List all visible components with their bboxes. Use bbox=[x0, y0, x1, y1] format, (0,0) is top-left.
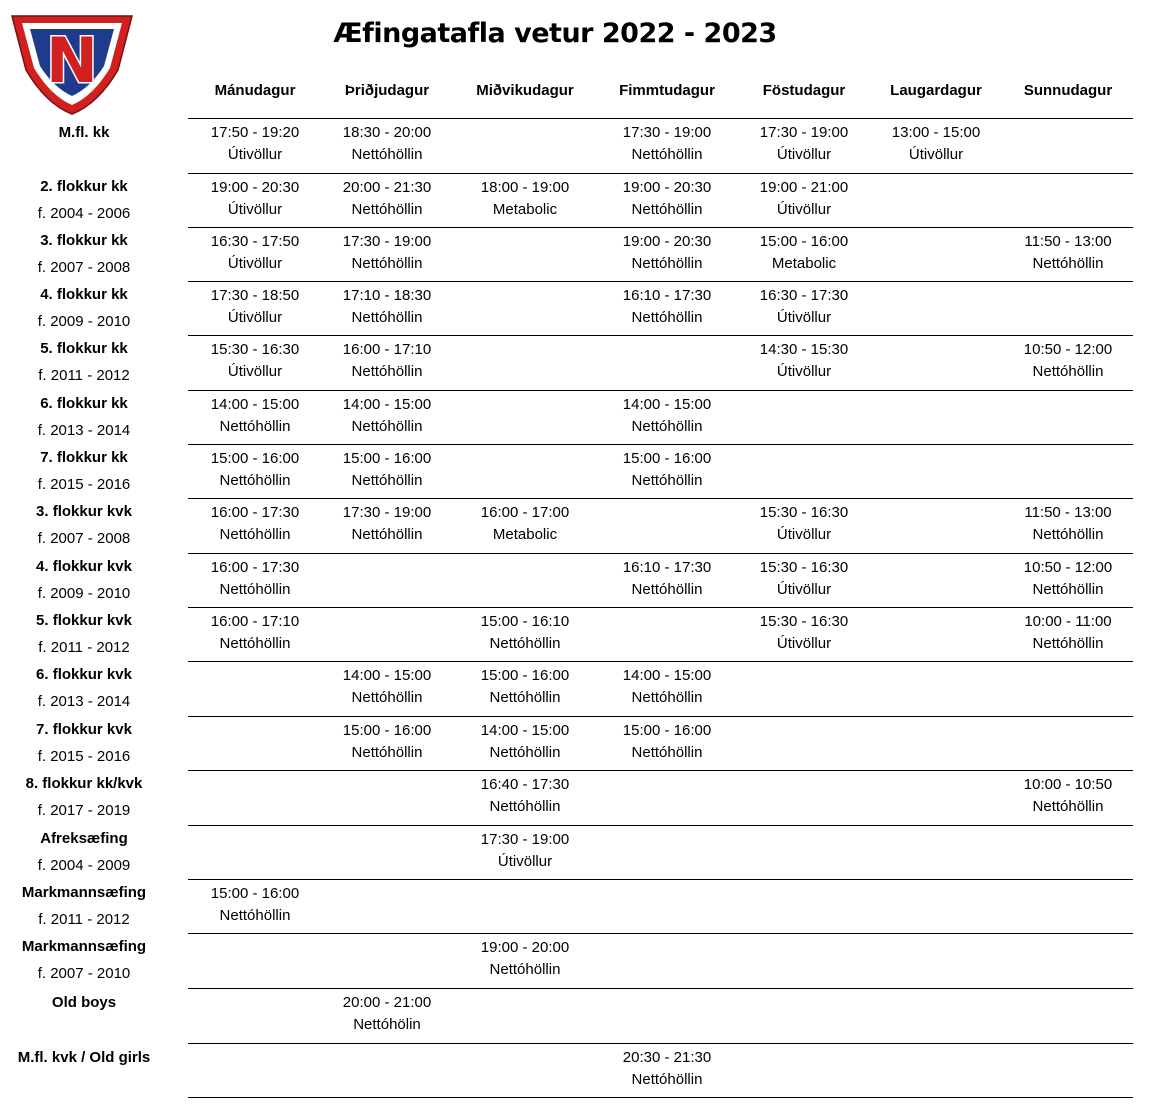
session-cell bbox=[729, 502, 879, 546]
row-divider bbox=[188, 390, 1133, 391]
group-name: 7. flokkur kk bbox=[40, 449, 128, 466]
session-cell bbox=[450, 177, 600, 221]
row-divider bbox=[188, 444, 1133, 445]
group-years: f. 2007 - 2010 bbox=[37, 965, 131, 982]
session-time: 15:00 - 16:00 bbox=[210, 450, 300, 467]
session-time: 13:00 - 15:00 bbox=[891, 124, 981, 141]
session-time: 17:10 - 18:30 bbox=[342, 287, 432, 304]
session-time: 10:50 - 12:00 bbox=[1023, 559, 1113, 576]
group-label bbox=[0, 607, 168, 662]
row-divider bbox=[188, 553, 1133, 554]
session-time: 19:00 - 20:30 bbox=[622, 233, 712, 250]
group-name: Markmannsæfing bbox=[21, 884, 147, 901]
session-venue: Nettóhöllin bbox=[351, 201, 423, 218]
session-cell bbox=[993, 557, 1143, 601]
session-cell bbox=[180, 448, 330, 492]
group-label bbox=[0, 335, 168, 390]
session-venue: Nettóhöllin bbox=[351, 255, 423, 272]
session-cell bbox=[592, 720, 742, 764]
group-label bbox=[0, 553, 168, 608]
session-venue: Nettóhöllin bbox=[351, 309, 423, 326]
session-time: 10:00 - 10:50 bbox=[1023, 776, 1113, 793]
session-time: 14:00 - 15:00 bbox=[342, 667, 432, 684]
session-time: 15:30 - 16:30 bbox=[759, 559, 849, 576]
row-divider bbox=[188, 335, 1133, 336]
session-cell bbox=[450, 502, 600, 546]
session-venue: Nettóhöllin bbox=[489, 961, 561, 978]
session-cell bbox=[729, 557, 879, 601]
page-title: Æfingatafla vetur 2022 - 2023 bbox=[333, 18, 777, 49]
session-cell bbox=[729, 611, 879, 655]
session-time: 16:00 - 17:10 bbox=[342, 341, 432, 358]
session-cell bbox=[180, 285, 330, 329]
session-venue: Nettóhöllin bbox=[351, 526, 423, 543]
session-cell bbox=[729, 231, 879, 275]
session-time: 18:30 - 20:00 bbox=[342, 124, 432, 141]
group-label bbox=[0, 173, 168, 228]
session-venue: Nettóhöllin bbox=[631, 146, 703, 163]
row-divider bbox=[188, 933, 1133, 934]
group-name: 4. flokkur kvk bbox=[36, 558, 132, 575]
session-venue: Nettóhöllin bbox=[351, 689, 423, 706]
group-years: f. 2017 - 2019 bbox=[37, 802, 131, 819]
session-venue: Útivöllur bbox=[227, 146, 283, 163]
session-time: 16:10 - 17:30 bbox=[622, 287, 712, 304]
session-cell bbox=[592, 285, 742, 329]
session-time: 14:00 - 15:00 bbox=[622, 396, 712, 413]
session-cell bbox=[592, 665, 742, 709]
session-venue: Útivöllur bbox=[776, 526, 832, 543]
session-venue: Nettóhöllin bbox=[489, 689, 561, 706]
session-venue: Nettóhöllin bbox=[351, 146, 423, 163]
group-label bbox=[0, 498, 168, 553]
group-label bbox=[0, 661, 168, 716]
session-time: 19:00 - 21:00 bbox=[759, 179, 849, 196]
session-cell bbox=[312, 231, 462, 275]
group-years: f. 2009 - 2010 bbox=[37, 313, 131, 330]
session-venue: Nettóhöllin bbox=[1032, 581, 1104, 598]
session-cell bbox=[180, 394, 330, 438]
group-years: f. 2007 - 2008 bbox=[37, 259, 131, 276]
session-time: 15:00 - 16:10 bbox=[480, 613, 570, 630]
group-years: f. 2015 - 2016 bbox=[37, 748, 131, 765]
session-time: 20:00 - 21:30 bbox=[342, 179, 432, 196]
session-cell bbox=[180, 557, 330, 601]
session-time: 11:50 - 13:00 bbox=[1024, 504, 1112, 521]
row-divider bbox=[188, 661, 1133, 662]
group-years: f. 2011 - 2012 bbox=[38, 911, 130, 928]
day-header: Fimmtudagur bbox=[619, 82, 715, 99]
day-header: Föstudagur bbox=[762, 82, 846, 99]
session-cell bbox=[180, 231, 330, 275]
session-venue: Útivöllur bbox=[227, 255, 283, 272]
group-name: 4. flokkur kk bbox=[40, 286, 128, 303]
session-venue: Nettóhöllin bbox=[351, 472, 423, 489]
session-cell bbox=[180, 122, 330, 166]
session-cell bbox=[729, 122, 879, 166]
group-name: Afreksæfing bbox=[40, 830, 128, 847]
row-divider bbox=[188, 770, 1133, 771]
session-cell bbox=[592, 1047, 742, 1091]
session-venue: Nettóhöllin bbox=[631, 418, 703, 435]
session-cell bbox=[729, 285, 879, 329]
session-venue: Nettóhöllin bbox=[351, 418, 423, 435]
session-time: 20:30 - 21:30 bbox=[622, 1049, 712, 1066]
group-label bbox=[0, 227, 168, 282]
session-venue: Nettóhöllin bbox=[219, 907, 291, 924]
day-header: Mánudagur bbox=[214, 82, 296, 99]
session-cell bbox=[450, 774, 600, 818]
session-cell bbox=[729, 339, 879, 383]
session-time: 17:30 - 19:00 bbox=[759, 124, 849, 141]
session-time: 15:30 - 16:30 bbox=[210, 341, 300, 358]
session-time: 15:00 - 16:00 bbox=[210, 885, 300, 902]
session-cell bbox=[312, 122, 462, 166]
session-cell bbox=[729, 177, 879, 221]
session-venue: Útivöllur bbox=[776, 146, 832, 163]
session-cell bbox=[180, 502, 330, 546]
session-venue: Útivöllur bbox=[227, 201, 283, 218]
group-label bbox=[0, 118, 168, 173]
group-name: Old boys bbox=[51, 994, 117, 1011]
group-years: f. 2011 - 2012 bbox=[38, 367, 130, 384]
row-divider bbox=[188, 118, 1133, 119]
session-cell bbox=[312, 720, 462, 764]
session-venue: Útivöllur bbox=[776, 363, 832, 380]
session-venue: Nettóhöllin bbox=[631, 1071, 703, 1088]
group-years: f. 2013 - 2014 bbox=[37, 422, 131, 439]
session-time: 18:00 - 19:00 bbox=[480, 179, 570, 196]
group-label bbox=[0, 770, 168, 825]
group-label bbox=[0, 716, 168, 771]
session-time: 19:00 - 20:30 bbox=[210, 179, 300, 196]
session-time: 16:30 - 17:50 bbox=[210, 233, 300, 250]
session-venue: Nettóhöllin bbox=[489, 744, 561, 761]
group-years: f. 2013 - 2014 bbox=[37, 693, 131, 710]
session-venue: Útivöllur bbox=[497, 853, 553, 870]
group-name: 2. flokkur kk bbox=[40, 178, 128, 195]
session-cell bbox=[450, 937, 600, 981]
group-name: 8. flokkur kk/kvk bbox=[25, 775, 143, 792]
session-cell bbox=[450, 720, 600, 764]
row-divider bbox=[188, 498, 1133, 499]
session-time: 15:00 - 16:00 bbox=[480, 667, 570, 684]
session-cell bbox=[312, 992, 462, 1036]
session-cell bbox=[592, 177, 742, 221]
session-cell bbox=[312, 177, 462, 221]
session-time: 17:30 - 19:00 bbox=[480, 831, 570, 848]
session-venue: Nettóhöllin bbox=[351, 744, 423, 761]
session-cell bbox=[993, 502, 1143, 546]
session-venue: Nettóhöllin bbox=[631, 255, 703, 272]
session-time: 16:00 - 17:10 bbox=[210, 613, 300, 630]
session-cell bbox=[592, 557, 742, 601]
day-header: Laugardagur bbox=[890, 82, 982, 99]
session-venue: Nettóhölin bbox=[353, 1016, 421, 1033]
session-venue: Nettóhöllin bbox=[219, 418, 291, 435]
session-cell bbox=[993, 339, 1143, 383]
session-time: 11:50 - 13:00 bbox=[1024, 233, 1112, 250]
session-cell bbox=[312, 502, 462, 546]
session-venue: Metabolic bbox=[492, 201, 558, 218]
session-time: 10:50 - 12:00 bbox=[1023, 341, 1113, 358]
session-cell bbox=[312, 665, 462, 709]
session-venue: Útivöllur bbox=[776, 581, 832, 598]
session-venue: Nettóhöllin bbox=[219, 472, 291, 489]
group-years: f. 2007 - 2008 bbox=[37, 530, 131, 547]
day-header: Sunnudagur bbox=[1023, 82, 1113, 99]
group-name: 5. flokkur kk bbox=[40, 340, 128, 357]
day-header: Miðvikudagur bbox=[476, 82, 574, 99]
group-name: 7. flokkur kvk bbox=[36, 721, 132, 738]
row-divider bbox=[188, 825, 1133, 826]
group-name: 6. flokkur kvk bbox=[36, 666, 132, 683]
session-cell bbox=[180, 883, 330, 927]
session-venue: Nettóhöllin bbox=[631, 472, 703, 489]
session-venue: Nettóhöllin bbox=[489, 798, 561, 815]
session-time: 16:00 - 17:30 bbox=[210, 559, 300, 576]
session-time: 19:00 - 20:30 bbox=[622, 179, 712, 196]
session-time: 15:00 - 16:00 bbox=[342, 450, 432, 467]
group-years: f. 2011 - 2012 bbox=[38, 639, 130, 656]
session-cell bbox=[993, 231, 1143, 275]
session-cell bbox=[312, 339, 462, 383]
row-divider bbox=[188, 716, 1133, 717]
session-time: 15:00 - 16:00 bbox=[622, 722, 712, 739]
session-time: 19:00 - 20:00 bbox=[480, 939, 570, 956]
session-cell bbox=[180, 611, 330, 655]
session-venue: Nettóhöllin bbox=[1032, 255, 1104, 272]
group-years: f. 2004 - 2006 bbox=[37, 205, 131, 222]
session-venue: Metabolic bbox=[771, 255, 837, 272]
group-name: 3. flokkur kk bbox=[40, 232, 128, 249]
session-venue: Nettóhöllin bbox=[219, 581, 291, 598]
session-venue: Nettóhöllin bbox=[219, 526, 291, 543]
session-time: 17:30 - 19:00 bbox=[342, 504, 432, 521]
session-venue: Nettóhöllin bbox=[1032, 798, 1104, 815]
session-time: 14:30 - 15:30 bbox=[759, 341, 849, 358]
session-time: 20:00 - 21:00 bbox=[342, 994, 432, 1011]
day-header: Þriðjudagur bbox=[344, 82, 430, 99]
session-venue: Útivöllur bbox=[776, 635, 832, 652]
session-time: 17:30 - 19:00 bbox=[622, 124, 712, 141]
session-venue: Nettóhöllin bbox=[1032, 635, 1104, 652]
session-time: 15:00 - 16:00 bbox=[342, 722, 432, 739]
session-time: 15:00 - 16:00 bbox=[622, 450, 712, 467]
group-label bbox=[0, 879, 168, 934]
session-cell bbox=[993, 611, 1143, 655]
session-venue: Metabolic bbox=[492, 526, 558, 543]
group-label bbox=[0, 1043, 168, 1098]
group-label bbox=[0, 933, 168, 988]
session-venue: Nettóhöllin bbox=[631, 581, 703, 598]
session-cell bbox=[312, 394, 462, 438]
row-divider bbox=[188, 173, 1133, 174]
session-cell bbox=[592, 231, 742, 275]
session-cell bbox=[180, 177, 330, 221]
session-cell bbox=[592, 394, 742, 438]
session-time: 16:00 - 17:30 bbox=[210, 504, 300, 521]
session-cell bbox=[180, 339, 330, 383]
session-time: 14:00 - 15:00 bbox=[480, 722, 570, 739]
group-years: f. 2004 - 2009 bbox=[37, 857, 131, 874]
session-time: 17:30 - 19:00 bbox=[342, 233, 432, 250]
session-cell bbox=[450, 611, 600, 655]
session-time: 17:50 - 19:20 bbox=[210, 124, 300, 141]
group-name: 6. flokkur kk bbox=[40, 395, 128, 412]
session-time: 15:30 - 16:30 bbox=[759, 613, 849, 630]
group-years: f. 2015 - 2016 bbox=[37, 476, 131, 493]
row-divider bbox=[188, 1043, 1133, 1044]
session-cell bbox=[993, 774, 1143, 818]
session-cell bbox=[450, 829, 600, 873]
group-label bbox=[0, 444, 168, 499]
session-venue: Útivöllur bbox=[776, 309, 832, 326]
session-venue: Nettóhöllin bbox=[631, 201, 703, 218]
group-label bbox=[0, 988, 168, 1043]
group-name: Markmannsæfing bbox=[21, 938, 147, 955]
session-time: 15:00 - 16:00 bbox=[759, 233, 849, 250]
session-venue: Nettóhöllin bbox=[1032, 363, 1104, 380]
session-cell bbox=[592, 448, 742, 492]
session-venue: Nettóhöllin bbox=[1032, 526, 1104, 543]
session-cell bbox=[861, 122, 1011, 166]
group-name: 5. flokkur kvk bbox=[36, 612, 132, 629]
session-time: 17:30 - 18:50 bbox=[210, 287, 300, 304]
row-divider bbox=[188, 227, 1133, 228]
session-venue: Nettóhöllin bbox=[351, 363, 423, 380]
row-divider bbox=[188, 1097, 1133, 1098]
session-cell bbox=[592, 122, 742, 166]
session-time: 16:40 - 17:30 bbox=[480, 776, 570, 793]
session-time: 10:00 - 11:00 bbox=[1024, 613, 1112, 630]
group-label bbox=[0, 281, 168, 336]
session-venue: Nettóhöllin bbox=[631, 689, 703, 706]
session-time: 16:00 - 17:00 bbox=[480, 504, 570, 521]
session-time: 16:30 - 17:30 bbox=[759, 287, 849, 304]
session-cell bbox=[450, 665, 600, 709]
row-divider bbox=[188, 879, 1133, 880]
session-time: 14:00 - 15:00 bbox=[622, 667, 712, 684]
row-divider bbox=[188, 607, 1133, 608]
session-venue: Nettóhöllin bbox=[631, 309, 703, 326]
session-venue: Útivöllur bbox=[776, 201, 832, 218]
group-years: f. 2009 - 2010 bbox=[37, 585, 131, 602]
session-time: 14:00 - 15:00 bbox=[210, 396, 300, 413]
group-name: M.fl. kvk / Old girls bbox=[17, 1049, 151, 1066]
session-venue: Nettóhöllin bbox=[489, 635, 561, 652]
session-venue: Útivöllur bbox=[908, 146, 964, 163]
group-name: M.fl. kk bbox=[58, 124, 110, 141]
session-venue: Nettóhöllin bbox=[631, 744, 703, 761]
session-cell bbox=[312, 448, 462, 492]
session-time: 16:10 - 17:30 bbox=[622, 559, 712, 576]
group-label bbox=[0, 825, 168, 880]
session-time: 15:30 - 16:30 bbox=[759, 504, 849, 521]
session-venue: Útivöllur bbox=[227, 363, 283, 380]
session-venue: Nettóhöllin bbox=[219, 635, 291, 652]
session-cell bbox=[312, 285, 462, 329]
session-time: 14:00 - 15:00 bbox=[342, 396, 432, 413]
row-divider bbox=[188, 988, 1133, 989]
row-divider bbox=[188, 281, 1133, 282]
group-label bbox=[0, 390, 168, 445]
session-venue: Útivöllur bbox=[227, 309, 283, 326]
logo-letter: N bbox=[46, 24, 98, 97]
group-name: 3. flokkur kvk bbox=[36, 503, 132, 520]
